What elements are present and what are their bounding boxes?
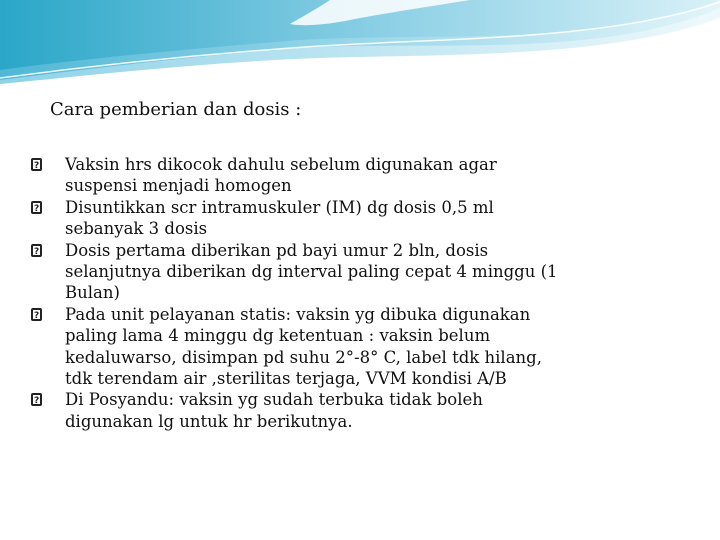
bullet-text-line: paling lama 4 minggu dg ketentuan : vaksin belum	[65, 326, 491, 346]
bullet-item	[30, 240, 690, 304]
bullet-text-line: sebanyak 3 dosis	[65, 219, 208, 239]
missing-glyph-bullet-icon	[31, 201, 42, 214]
missing-glyph-bullet-icon	[31, 158, 42, 171]
bullet-item	[30, 304, 690, 390]
bullet-text-line: Di Posyandu: vaksin yg sudah terbuka tidak boleh	[65, 390, 483, 410]
bullet-item	[30, 154, 690, 197]
bullet-list	[30, 154, 690, 432]
missing-glyph-bullet-icon	[31, 393, 42, 406]
bullet-text-line: Dosis pertama diberikan pd bayi umur 2 bln, dosis	[65, 240, 489, 260]
bullet-text-line: Disuntikkan scr intramuskuler (IM) dg dosis 0,5 ml	[65, 197, 494, 217]
missing-glyph-bullet-icon	[31, 244, 42, 257]
bullet-text-line: kedaluwarso, disimpan pd suhu 2°-8° C, label tdk hilang,	[65, 347, 542, 367]
bullet-text-line: Bulan)	[65, 283, 120, 303]
missing-glyph-bullet-icon	[31, 308, 42, 321]
bullet-text-line: tdk terendam air ,sterilitas terjaga, VVM kondisi A/B	[65, 369, 507, 389]
bullet-item	[30, 197, 690, 240]
bullet-text-line: Vaksin hrs dikocok dahulu sebelum digunakan agar	[65, 155, 497, 174]
bullet-text-line: selanjutnya diberikan dg interval paling cepat 4 minggu (1	[65, 262, 558, 282]
bullet-text-line: Pada unit pelayanan statis: vaksin yg dibuka digunakan	[65, 304, 531, 324]
bullet-item	[30, 389, 690, 432]
bullet-text-line: digunakan lg untuk hr berikutnya.	[65, 411, 353, 431]
bullet-text-line: suspensi menjadi homogen	[65, 176, 292, 196]
slide-title: Cara pemberian dan dosis :	[50, 99, 302, 120]
